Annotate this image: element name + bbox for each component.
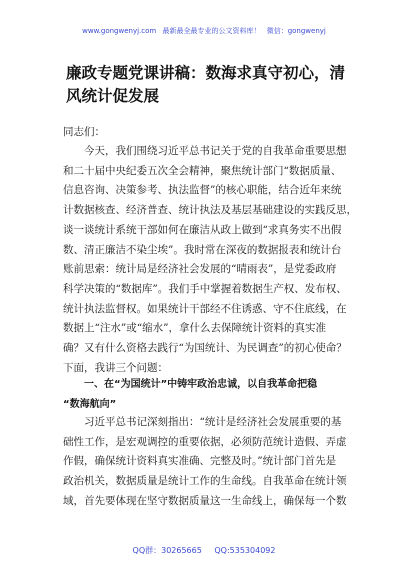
paragraph-intro — [63, 142, 359, 378]
document-title — [66, 62, 356, 108]
text-line: 信息咨询、决策参考、执法监督”的核心职能，结合近年来统 — [63, 184, 342, 197]
text-line: 账前思索：统计局是经济社会发展的“晴雨表”，是党委政府 — [63, 263, 337, 276]
text-line: 作假，确保统计资料真实准确、完整及时。”统计部门首先是 — [63, 455, 337, 468]
site-tagline: 最新最全最专业的公文资料库！ — [162, 27, 261, 35]
text-line: 础性工作，是宏观调控的重要依据，必须防范统计造假、弄虚 — [63, 435, 347, 448]
text-line: 下面，我讲三个问题： — [63, 361, 168, 374]
title-line-1: 廉政专题党课讲稿：数海求真守初心，清 — [66, 64, 346, 82]
heading-line-2: “数海航向” — [63, 398, 117, 410]
text-line: 统计执法监督权。如果统计干部经不住诱惑、守不住底线，在 — [63, 302, 347, 315]
qq-text: QQ:535304092 — [214, 546, 276, 555]
text-line: 谈一谈统计系统干部如何在廉洁从政上做到“求真务实不出假 — [63, 223, 342, 236]
text-line: 确？又有什么资格去践行“为国统计、为民调查”的初心使命？ — [63, 342, 347, 355]
greeting: 同志们： — [63, 126, 105, 138]
text-line: 和二十届中央纪委五次全会精神，聚焦统计部门“数据质量、 — [63, 164, 342, 177]
title-line-2: 风统计促发展 — [66, 87, 160, 105]
page-footer — [0, 545, 408, 556]
text-line: 科学决策的“数据库”。我们手中掌握着数据生产权、发布权、 — [63, 282, 347, 295]
text-line: 计数据核查、经济普查、统计执法及基层基础建设的实践反思， — [63, 204, 357, 217]
site-url-link[interactable]: www.gongwenyj.com — [82, 27, 157, 35]
wechat-id: 微信：gongwenyj — [266, 27, 326, 35]
section-heading-1 — [63, 375, 359, 414]
text-line: 习近平总书记深刻指出：“统计是经济社会发展重要的基 — [84, 416, 342, 428]
qq-group-text: QQ群：30265665 — [132, 546, 202, 555]
paragraph-section-1 — [63, 413, 359, 512]
text-line: 数、清正廉洁不染尘埃”。我时常在深夜的数据报表和统计台 — [63, 243, 342, 256]
text-line: 数据上“注水”或“缩水”，拿什么去保障统计资料的真实准 — [63, 322, 326, 335]
heading-line-1: 一、在“为国统计”中铸牢政治忠诚，以自我革命把稳 — [84, 379, 318, 390]
text-line: 今天，我们围绕习近平总书记关于党的自我革命重要思想 — [84, 145, 347, 157]
text-line: 政治机关，数据质量是统计工作的生命线。自我革命在统计领 — [63, 475, 347, 488]
site-header-bar — [0, 26, 408, 36]
text-line: 域，首先要体现在坚守数据质量这一生命线上，确保每一个数 — [63, 494, 347, 507]
